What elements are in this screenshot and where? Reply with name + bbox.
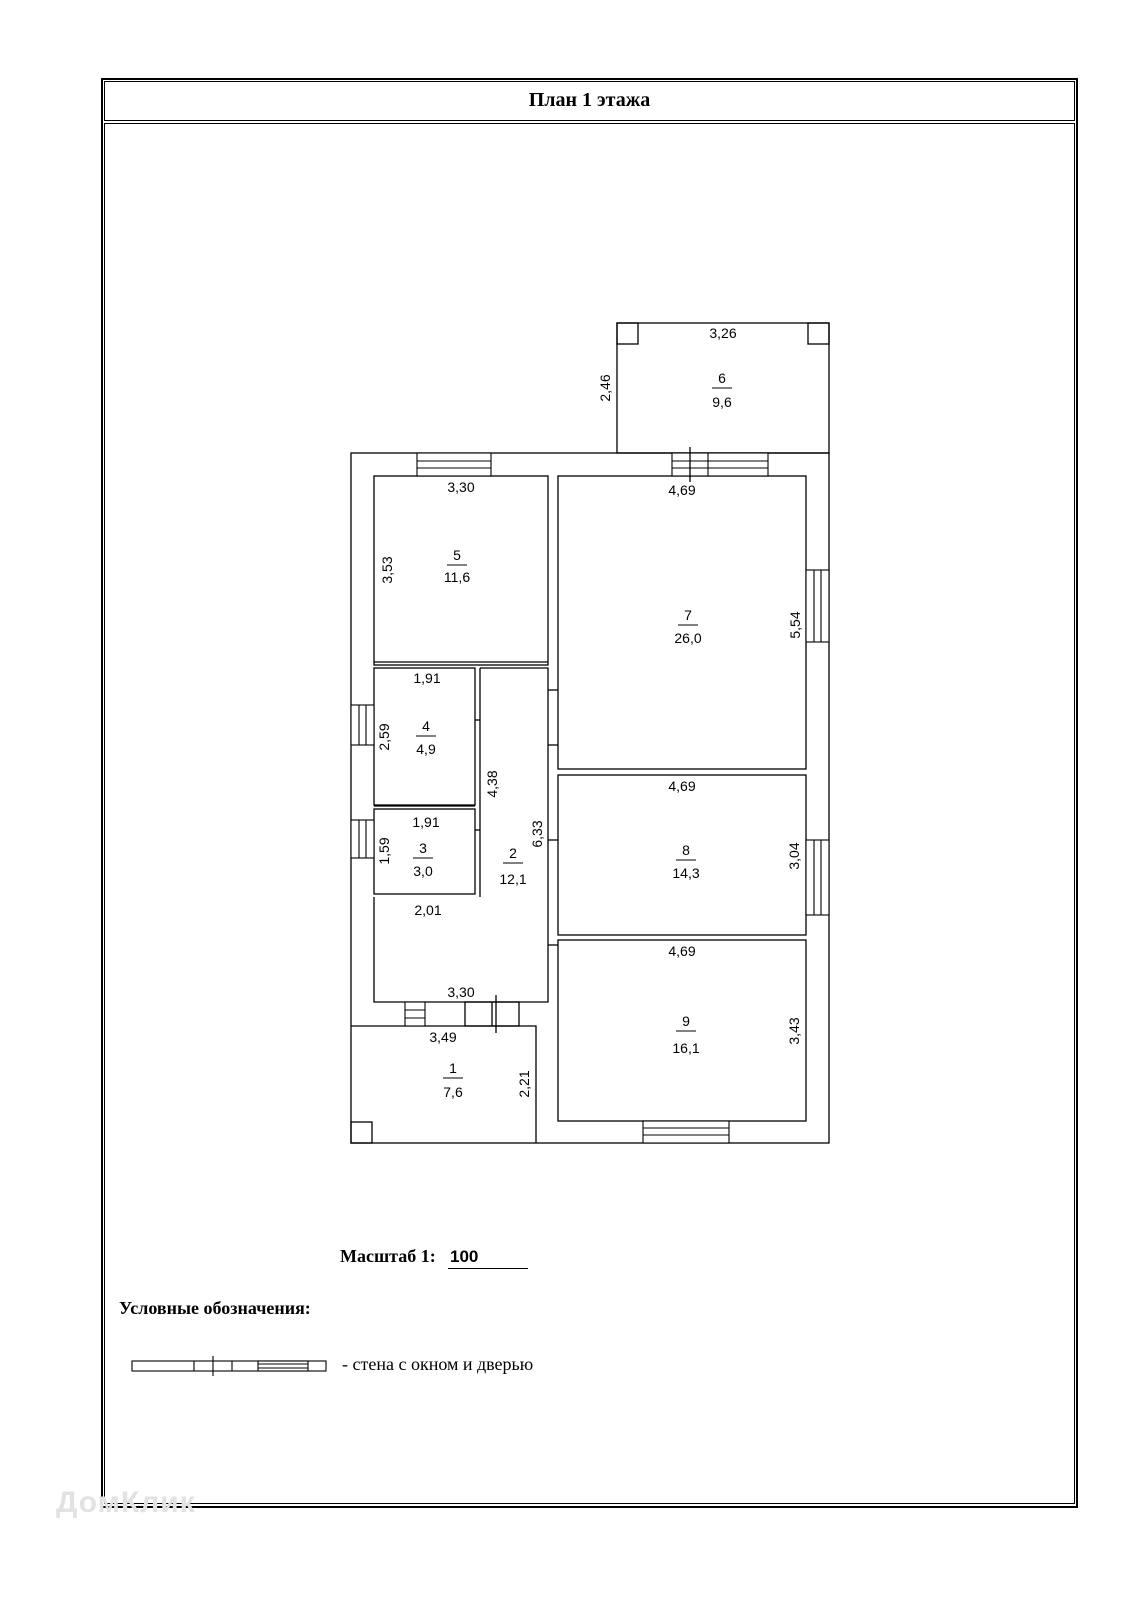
dim-room-1-width: 3,49 [429, 1029, 457, 1045]
window [643, 1121, 729, 1143]
post-marker [808, 323, 829, 344]
room-2-number: 2 [509, 845, 517, 861]
scale-value: 100 [448, 1246, 528, 1269]
dim-room-5-width: 3,30 [447, 479, 475, 495]
room-5-area: 11,6 [443, 569, 471, 585]
dim-room-3-depth: 1,59 [376, 837, 392, 865]
dim-room-4-width: 1,91 [413, 670, 441, 686]
page-title: План 1 этажа [104, 81, 1075, 121]
watermark: ДомКлик [56, 1486, 196, 1519]
legend-title: Условные обозначения: [119, 1298, 311, 1318]
window [806, 840, 829, 915]
room-3-area: 3,0 [413, 863, 433, 879]
dim-room-2-d: 3,30 [447, 984, 475, 1000]
room-6-number: 6 [718, 370, 726, 386]
room-4-number: 4 [422, 718, 430, 734]
dim-room-6-depth: 2,46 [597, 374, 613, 402]
room-2-outline [374, 668, 548, 1002]
dim-room-2-b: 6,33 [529, 820, 545, 848]
room-9-number: 9 [682, 1013, 690, 1029]
dim-room-8-width: 4,69 [668, 778, 696, 794]
dim-room-7-width: 4,69 [668, 482, 696, 498]
dim-room-3-width: 1,91 [412, 814, 440, 830]
window [806, 570, 829, 642]
scale-label: Масштаб 1: [340, 1246, 436, 1266]
dim-room-5-depth: 3,53 [379, 556, 395, 584]
dim-room-2-c: 2,01 [414, 902, 442, 918]
room-5-number: 5 [453, 547, 461, 563]
dim-room-9-width: 4,69 [668, 943, 696, 959]
room-8-number: 8 [682, 842, 690, 858]
dim-room-9-depth: 3,43 [786, 1017, 802, 1045]
post-marker [617, 323, 638, 344]
window [405, 1002, 425, 1026]
window [351, 705, 374, 745]
room-1-area: 7,6 [443, 1084, 463, 1100]
window [672, 453, 768, 476]
dim-room-4-depth: 2,59 [376, 723, 392, 751]
room-1-number: 1 [449, 1060, 457, 1076]
windows [351, 453, 829, 1143]
dimension-labels [376, 325, 803, 1098]
room-7-number: 7 [684, 607, 692, 623]
dim-room-7-depth: 5,54 [787, 611, 803, 639]
room-7-area: 26,0 [674, 630, 702, 646]
window [351, 820, 374, 858]
room-7-outline [558, 476, 806, 769]
entrance-door [465, 995, 519, 1033]
room-2-area: 12,1 [499, 871, 527, 887]
legend-item-text: - стена с окном и дверью [342, 1354, 534, 1374]
room-3-number: 3 [419, 840, 427, 856]
window [417, 453, 491, 476]
room-8-area: 14,3 [672, 865, 700, 881]
room-9-area: 16,1 [672, 1040, 700, 1056]
outer-wall [351, 453, 829, 1143]
dim-room-2-a: 4,38 [484, 770, 500, 798]
post-marker [351, 1122, 372, 1143]
room-6-area: 9,6 [712, 394, 732, 410]
dim-room-1-depth: 2,21 [516, 1070, 532, 1098]
room-4-area: 4,9 [416, 741, 436, 757]
legend-symbol [132, 1356, 326, 1376]
dim-room-6-width: 3,26 [709, 325, 737, 341]
dim-room-8-depth: 3,04 [786, 842, 802, 870]
